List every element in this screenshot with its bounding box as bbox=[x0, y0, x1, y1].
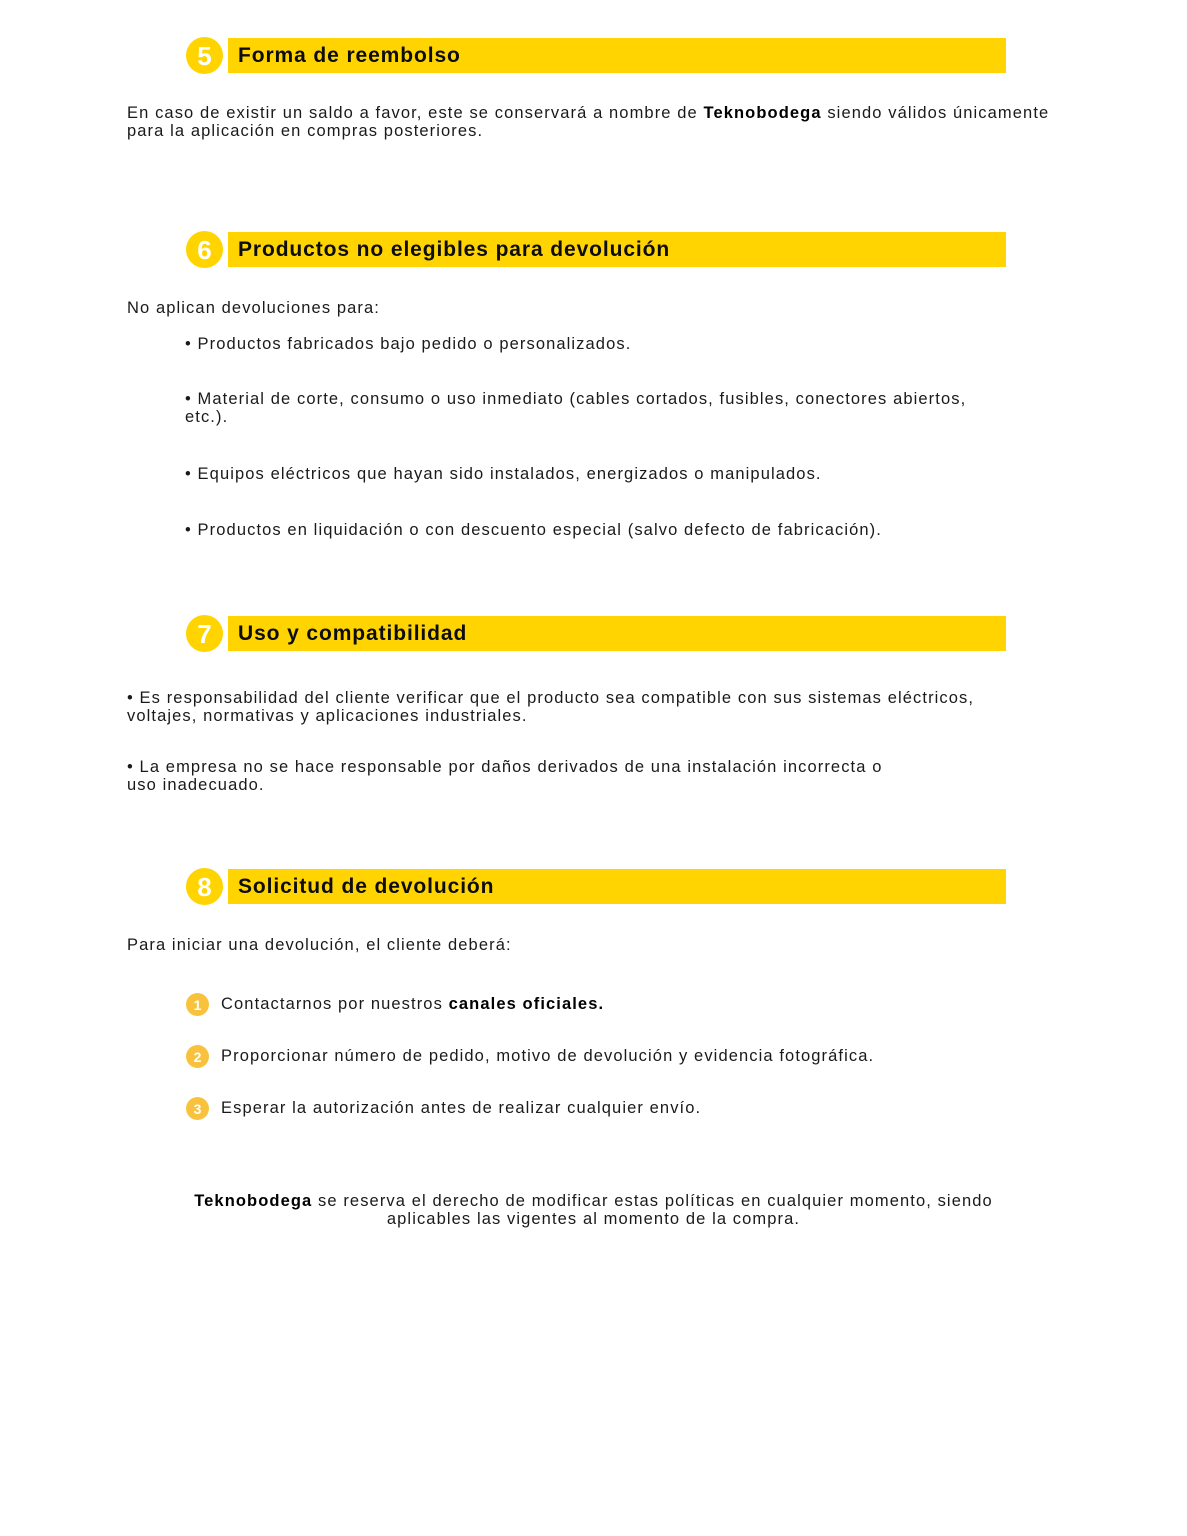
footer-line-2: aplicables las vigentes al momento de la compra. bbox=[386, 1210, 801, 1228]
section-number-badge: 7 bbox=[186, 615, 223, 652]
section-title: Forma de reembolso bbox=[238, 43, 461, 67]
intro-text: No aplican devoluciones para: bbox=[127, 299, 380, 317]
footer-note bbox=[100, 1192, 1087, 1228]
step-item bbox=[186, 1097, 701, 1120]
step-number-badge: 1 bbox=[186, 993, 209, 1016]
step-text: Esperar la autorización antes de realizar cualquier envío. bbox=[221, 1099, 702, 1117]
list-item: • Productos fabricados bajo pedido o personalizados. bbox=[185, 335, 632, 353]
section-title: Uso y compatibilidad bbox=[238, 621, 468, 645]
step-item bbox=[186, 993, 604, 1016]
list-item: • Productos en liquidación o con descuento especial (salvo defecto de fabricación). bbox=[185, 521, 882, 539]
list-item: • Es responsabilidad del cliente verificar que el producto sea compatible con sus sistemas eléctricos, voltajes, normativas y aplicaciones industriales. bbox=[127, 689, 975, 725]
step-number-badge: 2 bbox=[186, 1045, 209, 1068]
section-title-band bbox=[228, 616, 1006, 651]
brand-name: Teknobodega bbox=[703, 104, 822, 122]
step-text bbox=[221, 995, 604, 1014]
list-item: • Equipos eléctricos que hayan sido instalados, energizados o manipulados. bbox=[185, 465, 822, 483]
section-header-7 bbox=[186, 615, 1008, 653]
intro-text: Para iniciar una devolución, el cliente deberá: bbox=[127, 936, 512, 954]
refund-paragraph bbox=[127, 104, 1087, 140]
section-title: Productos no elegibles para devolución bbox=[238, 237, 671, 261]
brand-name: Teknobodega bbox=[194, 1192, 313, 1210]
text: En caso de existir un saldo a favor, este se conservará a nombre de bbox=[127, 104, 704, 122]
section-number-badge: 5 bbox=[186, 37, 223, 74]
text: se reserva el derecho de modificar estas políticas en cualquier momento, siendo bbox=[312, 1192, 993, 1210]
section-header-5 bbox=[186, 37, 1008, 75]
list-item: • La empresa no se hace responsable por daños derivados de una instalación incorrecta o uso inadecuado. bbox=[127, 758, 883, 794]
section-number-badge: 6 bbox=[186, 231, 223, 268]
step-number-badge: 3 bbox=[186, 1097, 209, 1120]
section-number-badge: 8 bbox=[186, 868, 223, 905]
text: Contactarnos por nuestros bbox=[221, 995, 449, 1013]
section-header-6 bbox=[186, 231, 1008, 269]
section-header-8 bbox=[186, 868, 1008, 906]
footer-line-1 bbox=[100, 1192, 1087, 1210]
section-title: Solicitud de devolución bbox=[238, 874, 495, 898]
section-title-band bbox=[228, 869, 1006, 904]
section-title-band bbox=[228, 232, 1006, 267]
text: siendo válidos únicamente para la aplicación en compras posteriores. bbox=[127, 104, 1050, 140]
list-item: • Material de corte, consumo o uso inmediato (cables cortados, fusibles, conectores abiertos, etc.). bbox=[185, 390, 967, 426]
official-channels-text: canales oficiales. bbox=[448, 995, 605, 1013]
step-item bbox=[186, 1045, 874, 1068]
section-title-band bbox=[228, 38, 1006, 73]
step-text: Proporcionar número de pedido, motivo de devolución y evidencia fotográfica. bbox=[221, 1047, 875, 1065]
